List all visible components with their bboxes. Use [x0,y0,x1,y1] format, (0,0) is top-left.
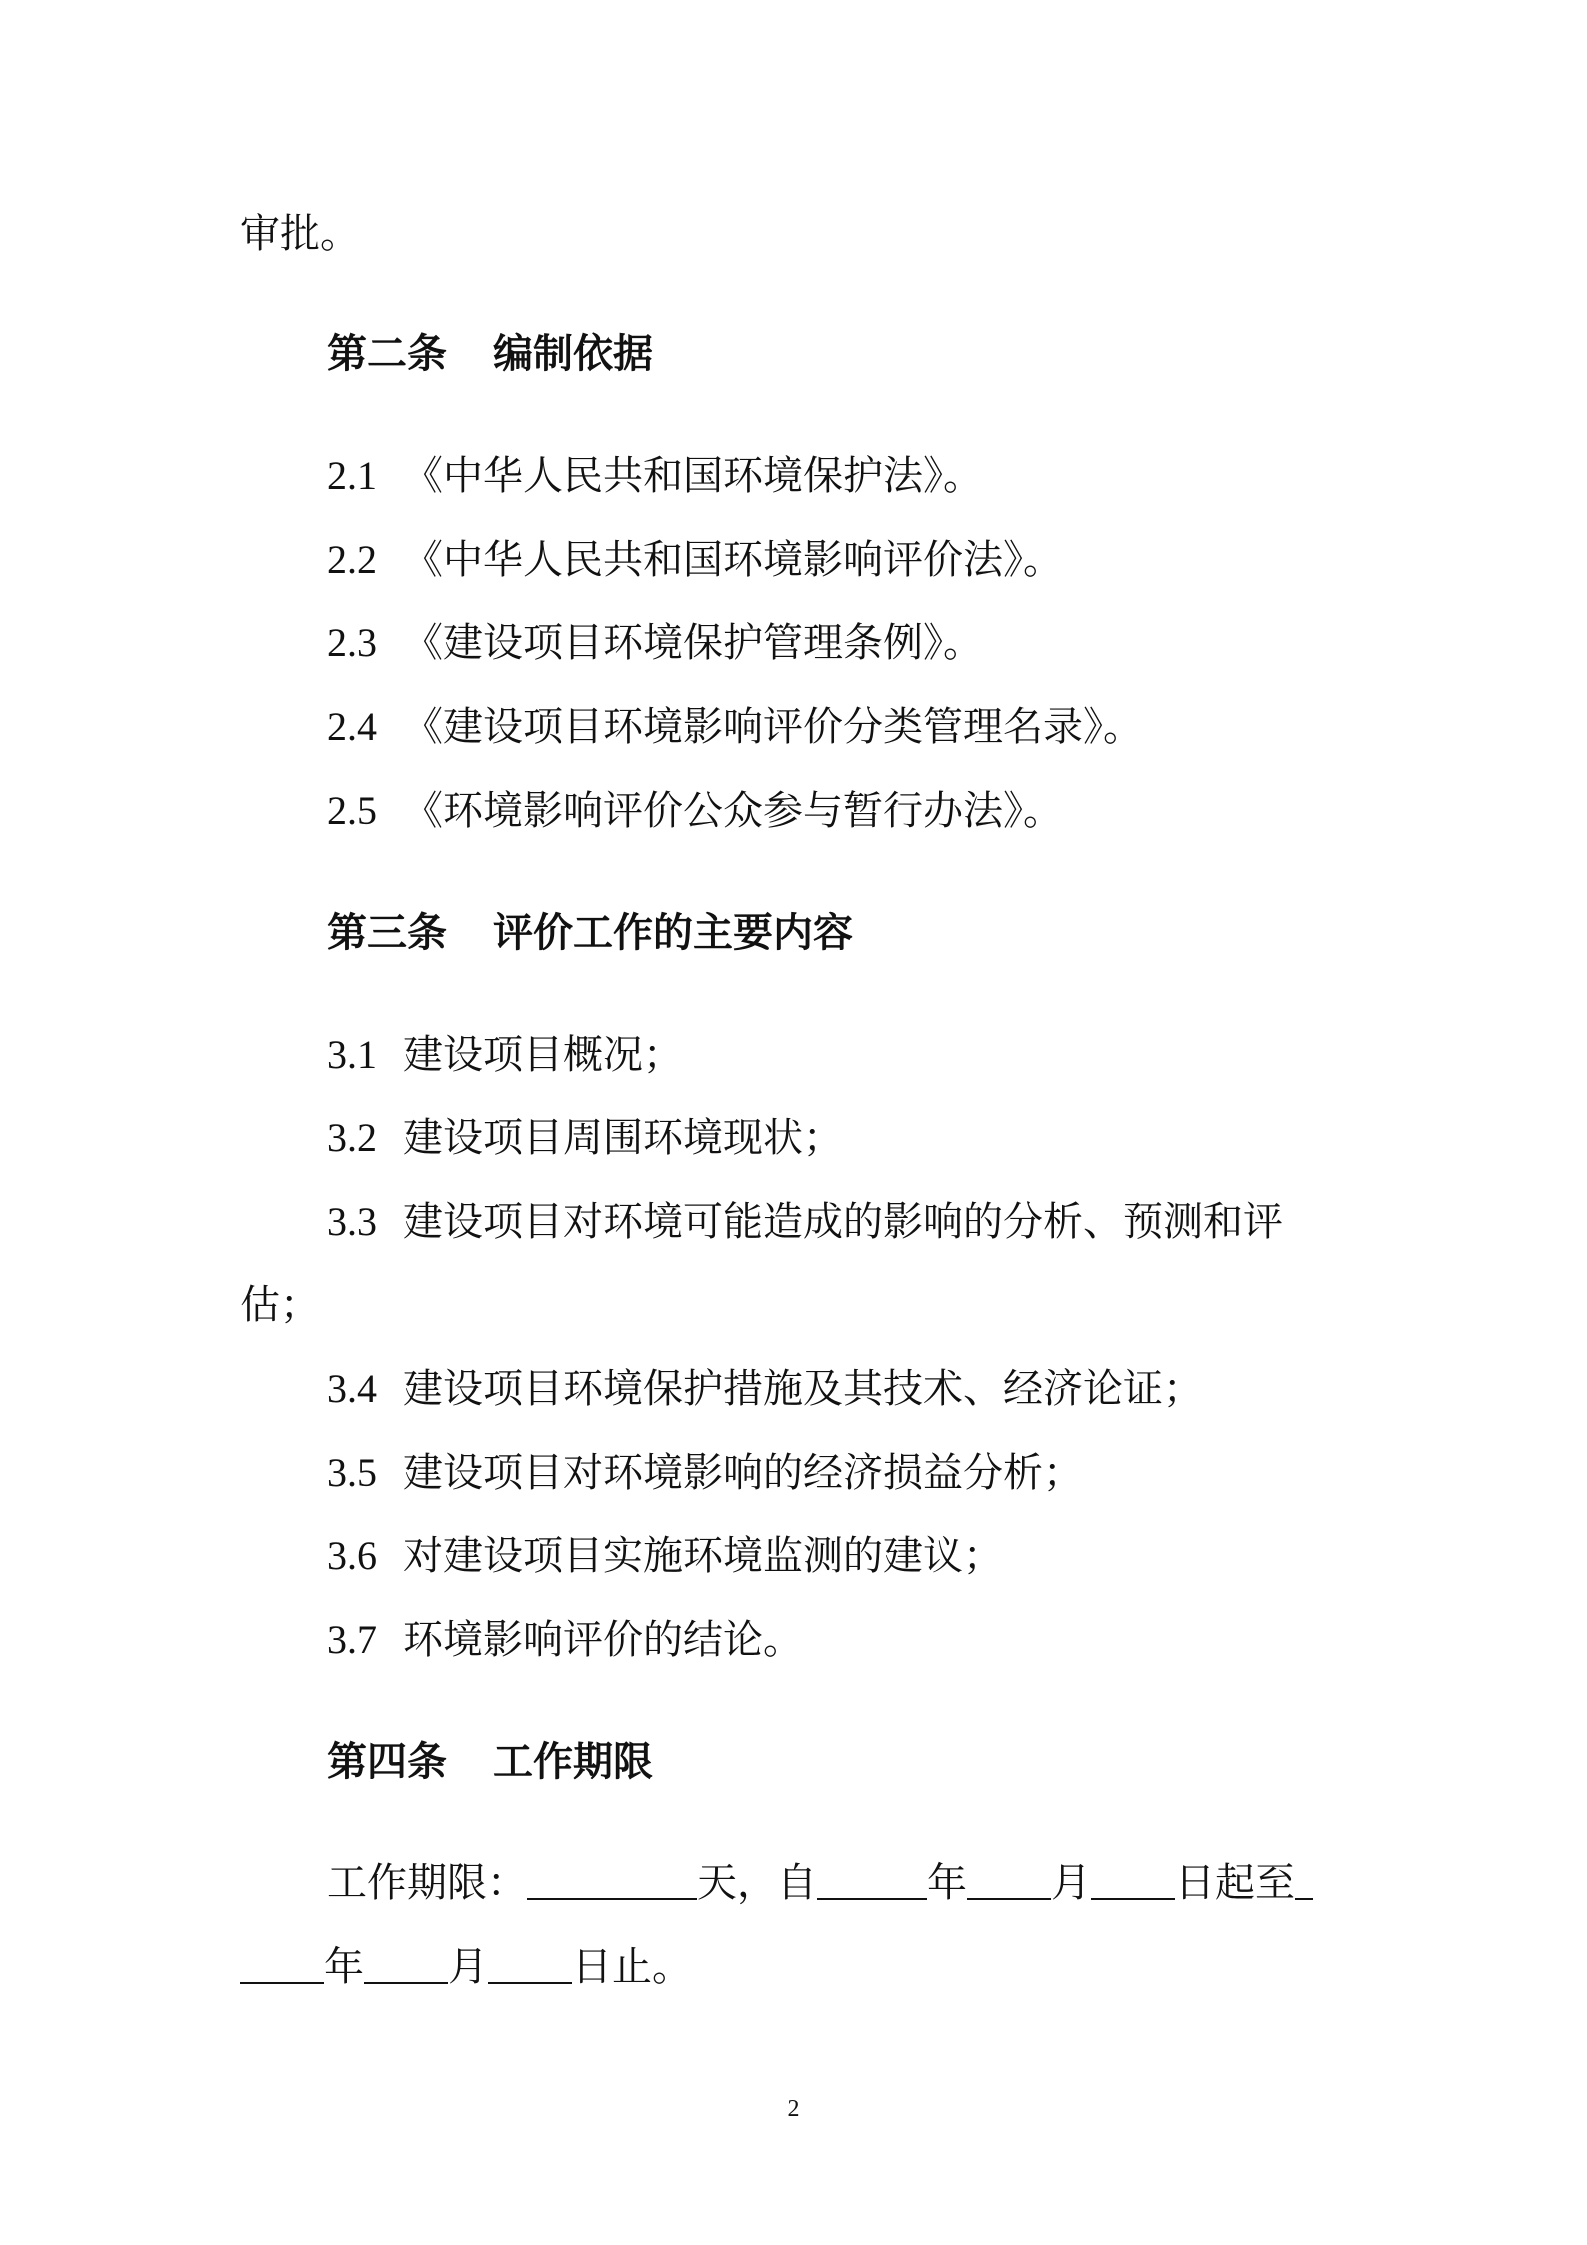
item-number: 3.2 [327,1115,377,1160]
item-text: 建设项目周围环境现状； [403,1115,843,1161]
list-item [327,704,1143,750]
work-period-label: 工作期限： [327,1860,527,1906]
list-item [327,537,1063,583]
page-number: 2 [787,2096,800,2122]
list-item [327,1199,1283,1245]
work-period-line [327,1860,1313,1906]
article2-heading [327,331,653,377]
item-number: 2.4 [327,704,377,749]
article3-heading [327,910,853,956]
item-number: 3.7 [327,1617,377,1662]
item-text: 《中华人民共和国环境影响评价法》。 [403,537,1063,583]
work-period-line-continued [240,1944,692,1990]
list-item [327,1115,843,1161]
item-number: 2.3 [327,620,377,665]
item-text: 建设项目对环境影响的经济损益分析； [403,1450,1083,1496]
item-number: 2.5 [327,788,377,833]
list-item [327,1533,1003,1579]
start-year-blank[interactable] [817,1862,927,1900]
list-item [327,1450,1083,1496]
item-text: 《建设项目环境影响评价分类管理名录》。 [403,704,1143,750]
item-text: 建设项目概况； [403,1032,683,1078]
item-text: 《建设项目环境保护管理条例》。 [403,620,983,666]
article2-title: 编制依据 [493,331,653,377]
item-number: 3.4 [327,1366,377,1411]
year-label: 年 [324,1944,364,1990]
item-text: 《中华人民共和国环境保护法》。 [403,453,983,499]
item-number: 3.3 [327,1199,377,1244]
month-label: 月 [448,1944,488,1990]
month-label: 月 [1051,1860,1091,1906]
item-number: 2.2 [327,537,377,582]
article2-number: 第二条 [327,331,447,377]
end-year-blank-start[interactable] [1295,1862,1313,1900]
item-number: 3.6 [327,1533,377,1578]
paragraph-tail: 审批。 [240,211,360,257]
item-text: 建设项目对环境可能造成的影响的分析、预测和评 [403,1199,1283,1245]
item-number: 3.1 [327,1032,377,1077]
item-text: 《环境影响评价公众参与暂行办法》。 [403,788,1063,834]
list-item [327,620,983,666]
item-text: 对建设项目实施环境监测的建议； [403,1533,1003,1579]
list-item [327,453,983,499]
list-item [327,1032,683,1078]
list-item [327,788,1063,834]
item-number: 2.1 [327,453,377,498]
list-item [327,1366,1203,1412]
day-to-label: 日止。 [572,1944,692,1990]
start-day-blank[interactable] [1091,1862,1175,1900]
article4-title: 工作期限 [493,1739,653,1785]
list-item [327,1617,803,1663]
item-text: 环境影响评价的结论。 [403,1617,803,1663]
start-month-blank[interactable] [967,1862,1051,1900]
article4-heading [327,1739,653,1785]
days-blank[interactable] [527,1862,697,1900]
day-from-label: 日起至 [1175,1860,1295,1906]
item-number: 3.5 [327,1450,377,1495]
end-year-blank[interactable] [240,1946,324,1984]
article4-number: 第四条 [327,1739,447,1785]
list-item-continuation: 估； [240,1282,320,1328]
day-unit-label: 天，自 [697,1860,817,1906]
end-day-blank[interactable] [488,1946,572,1984]
item-text: 建设项目环境保护措施及其技术、经济论证； [403,1366,1203,1412]
end-month-blank[interactable] [364,1946,448,1984]
article3-number: 第三条 [327,910,447,956]
year-label: 年 [927,1860,967,1906]
article3-title: 评价工作的主要内容 [493,910,853,956]
